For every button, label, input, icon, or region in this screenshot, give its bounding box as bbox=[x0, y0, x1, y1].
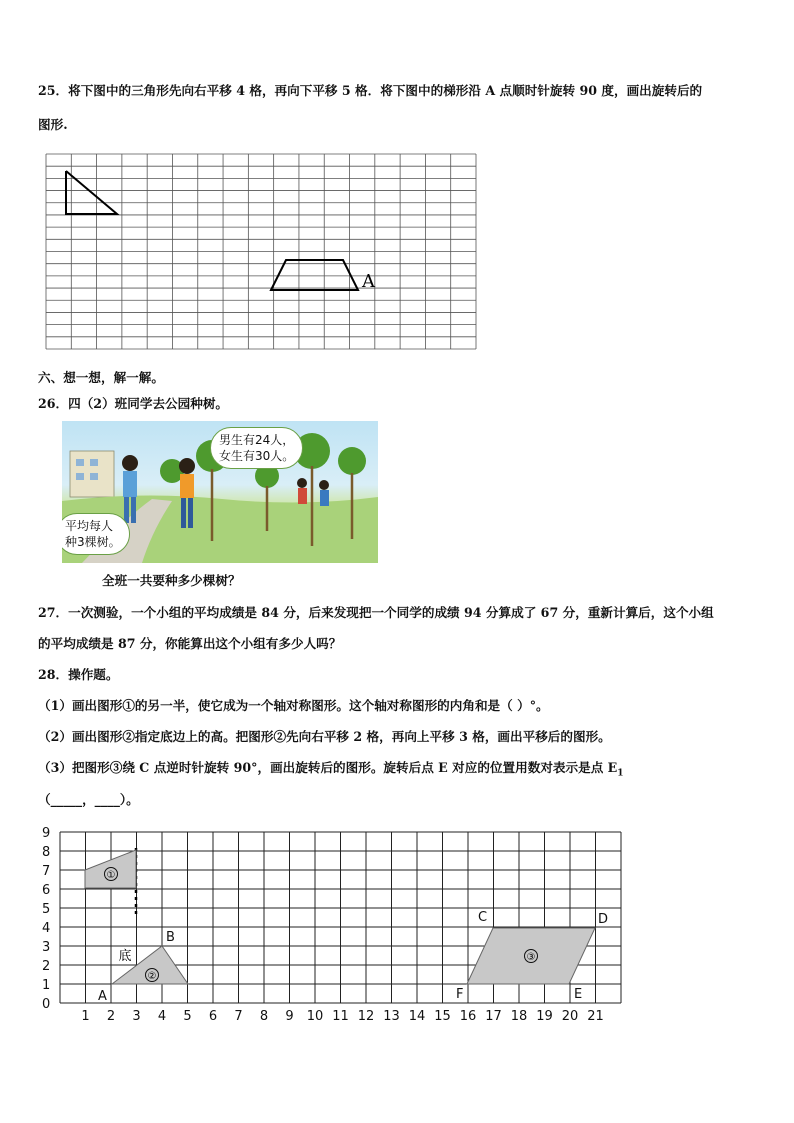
q28-point-c: C bbox=[478, 910, 488, 925]
q27-text-line2: 的平均成绩是 87 分，你能算出这个小组有多少人吗？ bbox=[38, 636, 342, 651]
q25-trapezoid bbox=[271, 260, 358, 290]
q28-x-tick-label: 12 bbox=[357, 1009, 375, 1024]
q28-base-label: 底 bbox=[118, 949, 132, 964]
q25-text-line2: 图形. bbox=[38, 117, 68, 132]
q28-y-tick-label: 3 bbox=[42, 940, 51, 955]
q26-bubble-trees bbox=[62, 513, 130, 555]
q28-x-tick-label: 6 bbox=[208, 1009, 218, 1024]
q28-point-d: D bbox=[598, 912, 609, 927]
q28-x-tick-label: 19 bbox=[536, 1009, 553, 1024]
q28-x-tick-label: 9 bbox=[285, 1009, 294, 1024]
q26-illustration bbox=[62, 421, 378, 563]
q28-x-tick-label: 17 bbox=[485, 1009, 502, 1024]
section-6-heading: 六、想一想，解一解。 bbox=[38, 370, 164, 385]
q28-y-tick-label: 1 bbox=[42, 978, 51, 993]
q28-part3-subscript: 1 bbox=[617, 768, 624, 779]
q28-shape1-label: ① bbox=[106, 870, 116, 881]
q28-x-tick-label: 1 bbox=[81, 1009, 90, 1024]
q27-text-line1: 27．一次测验，一个小组的平均成绩是 84 分，后来发现把一个同学的成绩 94 分算成了 67 分，重新计算后，这个小组 bbox=[38, 605, 714, 620]
q28-coordinate-grid bbox=[38, 822, 638, 1028]
q28-point-a: A bbox=[98, 989, 107, 1004]
q28-x-labels bbox=[81, 1009, 603, 1024]
q28-y-tick-label: 4 bbox=[42, 921, 51, 936]
q28-part1: （1）画出图形①的另一半，使它成为一个轴对称图形。这个轴对称图形的内角和是（ ）°。 bbox=[38, 698, 549, 713]
q28-part3-text: （3）把图形③绕 C 点逆时针旋转 90°，画出旋转后的图形。旋转后点 E 对应的位置用数对表示是点 E bbox=[38, 760, 618, 775]
q28-y-tick-label: 0 bbox=[42, 997, 51, 1012]
q28-y-tick-label: 9 bbox=[42, 826, 51, 841]
q28-x-tick-label: 4 bbox=[157, 1009, 167, 1024]
q28-x-tick-label: 13 bbox=[383, 1009, 400, 1024]
q28-x-tick-label: 3 bbox=[132, 1009, 141, 1024]
q26-title: 26．四（2）班同学去公园种树。 bbox=[38, 396, 229, 411]
q25-triangle bbox=[66, 171, 117, 214]
q28-y-tick-label: 2 bbox=[42, 959, 51, 974]
q28-shape2-label: ② bbox=[147, 971, 157, 982]
q26-bubble-students-line2: 女生有30人。 bbox=[219, 449, 295, 463]
q28-part3 bbox=[38, 760, 624, 782]
q25-grid-lines bbox=[46, 154, 476, 349]
q28-part2: （2）画出图形②指定底边上的高。把图形②先向右平移 2 格，再向上平移 3 格，画出平移后的图形。 bbox=[38, 729, 611, 744]
q28-x-tick-label: 16 bbox=[459, 1009, 477, 1024]
q28-x-tick-label: 21 bbox=[587, 1009, 604, 1024]
q26-bubble-trees-line1: 平均每人 bbox=[65, 519, 114, 533]
q28-y-tick-label: 8 bbox=[42, 845, 51, 860]
q28-point-e: E bbox=[574, 987, 583, 1002]
q25-point-a-label: A bbox=[362, 271, 375, 292]
q28-point-f: F bbox=[456, 987, 464, 1002]
q28-y-labels bbox=[42, 826, 50, 1012]
q26-bubble-students-line1: 男生有24人， bbox=[219, 433, 295, 447]
q28-x-tick-label: 15 bbox=[434, 1009, 451, 1024]
q28-x-tick-label: 11 bbox=[332, 1009, 349, 1024]
q28-shape3-label: ③ bbox=[526, 952, 536, 963]
q26-bubble-trees-line2: 种3棵树。 bbox=[65, 535, 121, 549]
q28-y-tick-label: 7 bbox=[42, 864, 51, 879]
q28-x-tick-label: 14 bbox=[408, 1009, 426, 1024]
q28-x-tick-label: 2 bbox=[106, 1009, 116, 1024]
q28-x-tick-label: 5 bbox=[183, 1009, 192, 1024]
q28-point-b: B bbox=[166, 930, 175, 945]
q28-x-tick-label: 20 bbox=[561, 1009, 579, 1024]
q28-x-tick-label: 7 bbox=[234, 1009, 243, 1024]
q28-y-tick-label: 6 bbox=[42, 883, 51, 898]
q25-text-line1: 25．将下图中的三角形先向右平移 4 格，再向下平移 5 格．将下图中的梯形沿 A 点顺时针旋转 90 度，画出旋转后的 bbox=[38, 83, 703, 98]
q28-x-tick-label: 8 bbox=[259, 1009, 269, 1024]
q28-part4: （_____，____）。 bbox=[38, 792, 139, 807]
q28-y-tick-label: 5 bbox=[42, 902, 51, 917]
q26-bubble-students bbox=[210, 427, 303, 469]
q26-question: 全班一共要种多少棵树？ bbox=[102, 573, 241, 588]
q28-x-tick-label: 18 bbox=[510, 1009, 528, 1024]
q28-title: 28．操作题。 bbox=[38, 667, 119, 682]
q25-grid-figure bbox=[40, 150, 480, 355]
q28-x-tick-label: 10 bbox=[306, 1009, 324, 1024]
